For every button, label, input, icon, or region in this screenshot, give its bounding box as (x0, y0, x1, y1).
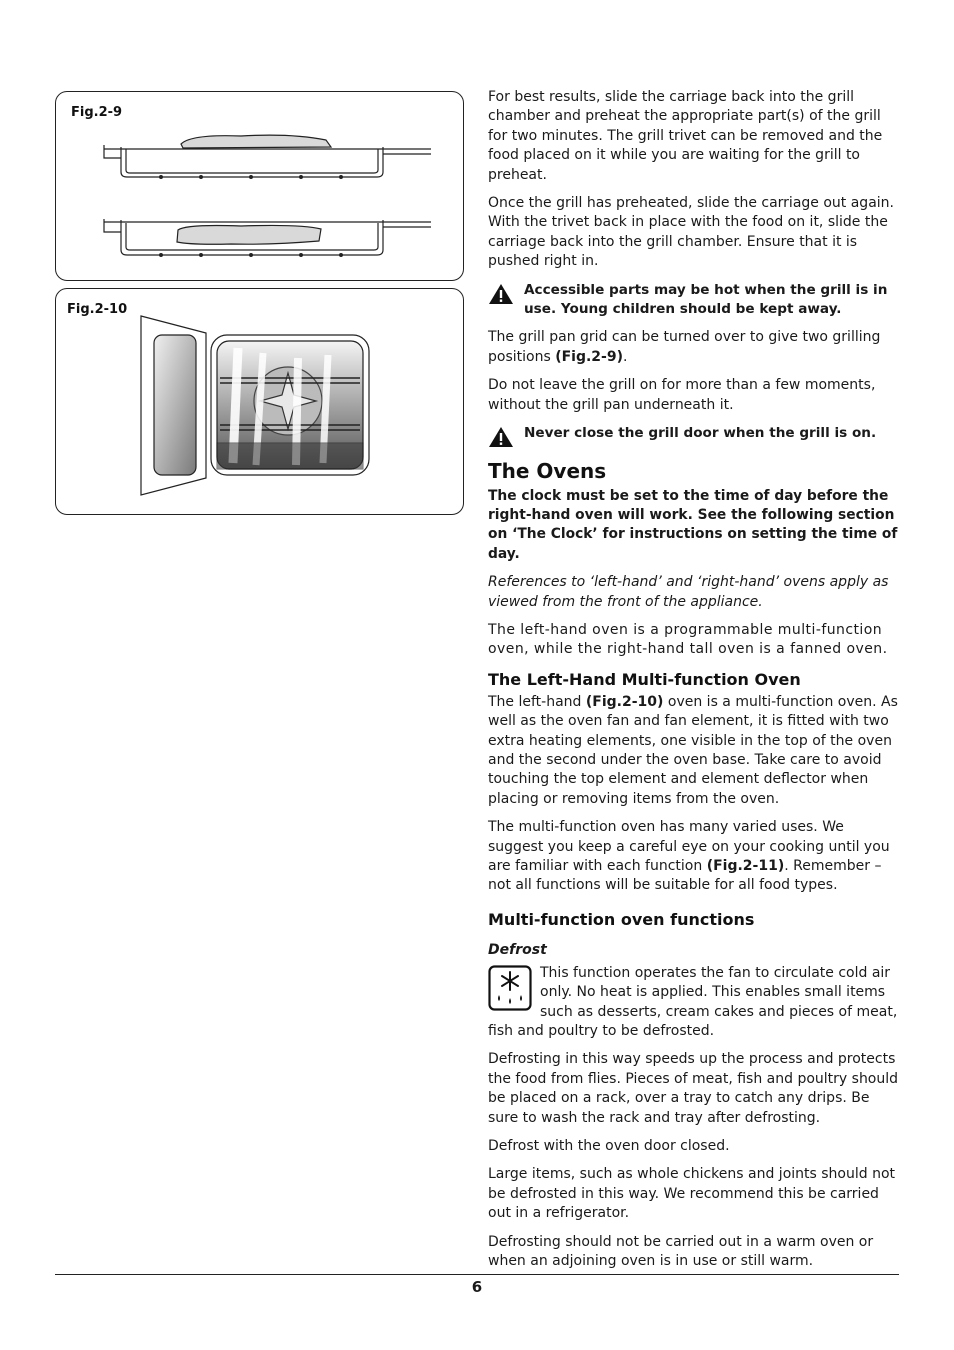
paragraph (488, 964, 900, 1042)
paragraph (488, 818, 900, 896)
paragraph: The left-hand oven is a programmable multi-function oven, while the right-hand tall oven is a fanned oven. (488, 621, 888, 658)
defrost-snowflake-icon (488, 965, 532, 1011)
warning-triangle-icon (488, 283, 514, 305)
figure-label: Fig.2-9 (71, 105, 123, 120)
paragraph: Once the grill has preheated, slide the carriage out again. With the trivet back in place with the food on it, slide the carriage back into the grill chamber. Ensure that it is pushed right in. (488, 195, 894, 270)
subsection-heading: Multi-function oven functions (488, 909, 755, 929)
paragraph (488, 693, 900, 809)
references-note: References to ‘left-hand’ and ‘right-hand’ ovens apply as viewed from the front of the appliance. (488, 574, 889, 610)
grill-pan-illustration (101, 114, 461, 279)
section-heading: The Ovens (488, 458, 607, 483)
paragraph (488, 328, 900, 367)
footer-divider (55, 1274, 899, 1275)
clock-note: The clock must be set to the time of day before the right-hand oven will work. See the following section on ‘The Clock’ for instructions on setting the time of day. (488, 487, 898, 562)
warning-note (488, 281, 900, 320)
text-run: . Remember – not all functions will be suitable for all food types. (488, 858, 882, 894)
text-run: The left-hand (488, 693, 586, 710)
figure-reference: (Fig.2-11) (706, 858, 785, 874)
paragraph: Large items, such as whole chickens and joints should not be defrosted in this way. We recommend this be carried out in a refrigerator. (488, 1166, 896, 1222)
figure-reference: (Fig.2-9) (555, 348, 623, 365)
subsection-heading: The Left-Hand Multi-function Oven (488, 669, 801, 689)
figure-2-10 (55, 288, 464, 515)
figure-label: Fig.2-10 (67, 302, 128, 317)
warning-text: Never close the grill door when the grill is on. (524, 425, 877, 442)
text-run: oven is a multi-function oven. As well as the oven fan and fan element, it is fitted with two extra heating elements, one visible in the top of the oven and the second under the oven base. Take care to avoid touching the top element and element deflector when placing or removing items from the oven. (488, 693, 898, 807)
paragraph: For best results, slide the carriage back into the grill chamber and preheat the appropriate part(s) of the grill for two minutes. The grill trivet can be removed and the food placed on it while you are waiting for the grill to preheat. (488, 89, 883, 183)
figure-reference: (Fig.2-10) (585, 693, 664, 710)
text-column (488, 88, 900, 1281)
text-run: . (623, 348, 628, 365)
paragraph: Defrosting should not be carried out in a warm oven or when an adjoining oven is in use or still warm. (488, 1233, 874, 1270)
figure-2-9 (55, 91, 464, 281)
warning-note (488, 424, 900, 443)
text-run: The grill pan grid can be turned over to give two grilling positions (488, 329, 881, 365)
paragraph: Defrost with the oven door closed. (488, 1138, 730, 1155)
text-run: The multi-function oven has many varied uses. We suggest you keep a careful eye on your cooking until you are familiar with each function (488, 819, 890, 874)
paragraph: Defrosting in this way speeds up the process and protects the food from flies. Pieces of meat, fish and poultry should be placed on a rack, over a tray to catch any drips. Be sure to wash the rack and tray after defrosting. (488, 1051, 899, 1126)
function-heading: Defrost (488, 941, 547, 958)
warning-text: Accessible parts may be hot when the grill is in use. Young children should be kept away. (524, 281, 888, 318)
warning-triangle-icon (488, 426, 514, 448)
paragraph: Do not leave the grill on for more than a few moments, without the grill pan underneath it. (488, 377, 876, 413)
oven-illustration (138, 313, 378, 503)
text-run: This function operates the fan to circulate cold air only. No heat is applied. This enables small items such as desserts, cream cakes and pieces of meat, fish and poultry to be defrosted. (488, 964, 898, 1040)
page-number: 6 (471, 1278, 483, 1296)
